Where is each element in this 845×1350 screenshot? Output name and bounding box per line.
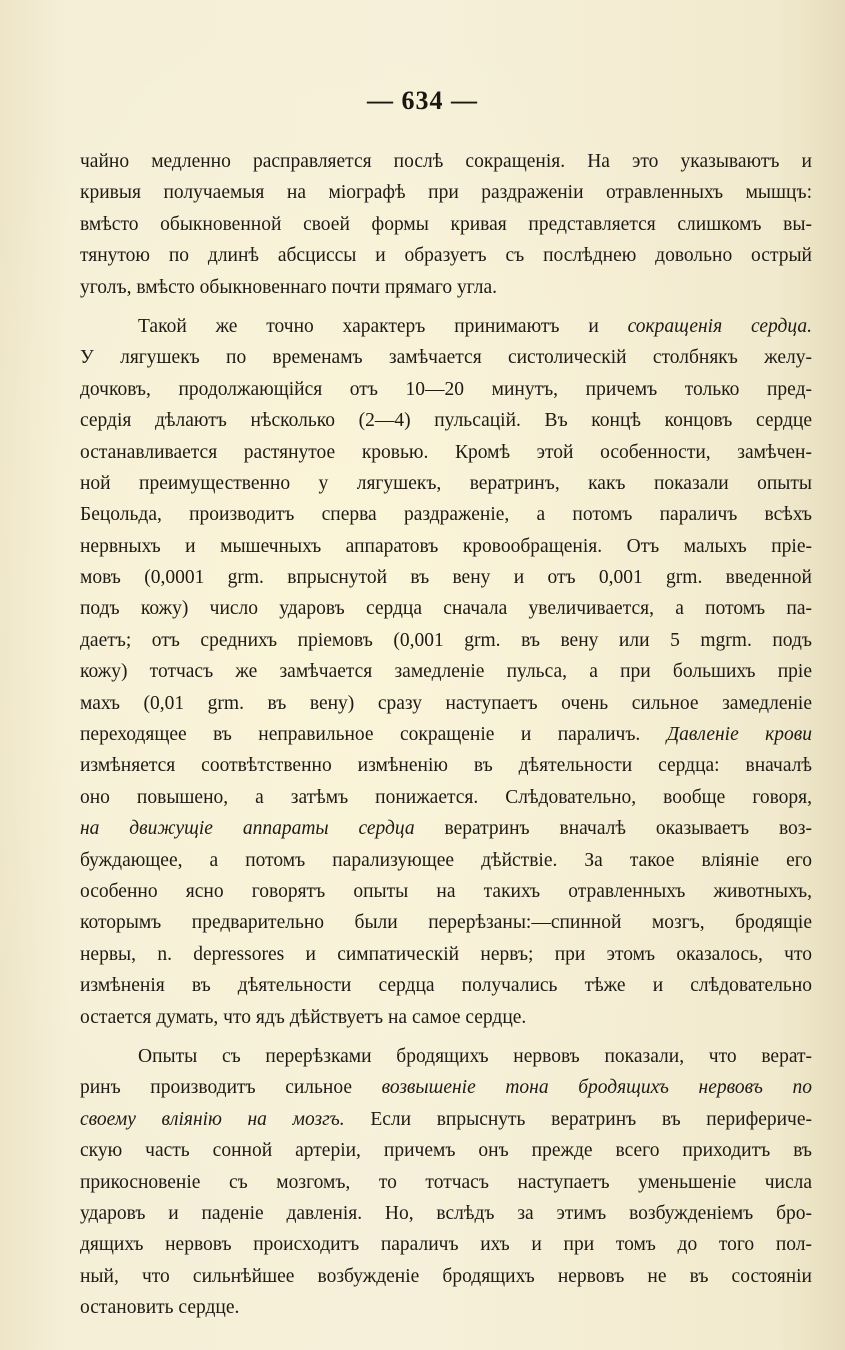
line-text: останавливается растянутое кровью. Кромѣ этой особенности, замѣчен- bbox=[80, 441, 812, 463]
text-line bbox=[80, 437, 812, 468]
line-text: Такой же точно характеръ принимаютъ и bbox=[138, 315, 628, 337]
line-text: уголъ, вмѣсто обыкновеннаго почти прямаго угла. bbox=[80, 276, 498, 298]
text-line bbox=[80, 562, 812, 593]
text-line bbox=[80, 499, 812, 530]
line-text: вератринъ вначалѣ оказываетъ воз- bbox=[414, 818, 812, 840]
line-text: ударовъ и паденіе давленія. Но, вслѣдъ за этимъ возбужденіемъ бро- bbox=[80, 1202, 812, 1224]
line-text: Опыты съ перерѣзками бродящихъ нервовъ показали, что верат- bbox=[138, 1045, 812, 1067]
line-text: ринъ производитъ сильное bbox=[80, 1077, 382, 1099]
italic-emphasis: своему вліянію на мозгъ. bbox=[80, 1108, 345, 1130]
line-text: У лягушекъ по временамъ замѣчается систолическій столбнякъ желу- bbox=[80, 347, 812, 369]
line-text: измѣненія въ дѣятельности сердца получались тѣже и слѣдовательно bbox=[80, 975, 812, 997]
line-text: особенно ясно говорятъ опыты на такихъ отравленныхъ животныхъ, bbox=[80, 880, 812, 902]
text-line bbox=[80, 374, 812, 405]
line-text: махъ (0,01 grm. въ вену) сразу наступаетъ очень сильное замедленіе bbox=[80, 692, 812, 714]
italic-emphasis: Давленіе крови bbox=[666, 724, 812, 746]
text-line bbox=[80, 146, 812, 177]
text-line bbox=[80, 1292, 812, 1323]
body-text bbox=[80, 146, 812, 1323]
line-text: нервныхъ и мышечныхъ аппаратовъ кровообращенія. Отъ малыхъ пріе- bbox=[80, 535, 812, 557]
line-text: остается думать, что ядъ дѣйствуетъ на самое сердце. bbox=[80, 1006, 527, 1028]
line-text: переходящее въ неправильное сокращеніе и параличъ. bbox=[80, 724, 667, 746]
text-line bbox=[80, 1041, 812, 1072]
text-line bbox=[80, 1135, 812, 1166]
line-text: дочковъ, продолжающійся отъ 10—20 минутъ, причемъ только пред- bbox=[80, 378, 812, 400]
line-text: кожу) тотчасъ же замѣчается замедленіе пульса, а при большихъ пріе bbox=[80, 661, 812, 683]
text-line bbox=[80, 272, 812, 303]
text-line bbox=[80, 876, 812, 907]
text-line bbox=[80, 468, 812, 499]
line-text: сердія дѣлаютъ нѣсколько (2—4) пульсацій. Въ концѣ концовъ сердце bbox=[80, 410, 812, 432]
text-line bbox=[80, 1198, 812, 1229]
paragraph-gap bbox=[80, 303, 812, 311]
line-text: скую часть сонной артеріи, причемъ онъ прежде всего приходитъ въ bbox=[80, 1140, 812, 1162]
text-line bbox=[80, 311, 812, 342]
text-line bbox=[80, 177, 812, 208]
text-line bbox=[80, 1072, 812, 1103]
text-line bbox=[80, 209, 812, 240]
line-text: кривыя получаемыя на міографѣ при раздраженіи отравленныхъ мышцъ: bbox=[80, 182, 812, 204]
line-text: Бецольда, производитъ сперва раздраженіе, а потомъ параличъ всѣхъ bbox=[80, 504, 812, 526]
line-text: остановить сердце. bbox=[80, 1297, 240, 1319]
line-text: оно повышено, а затѣмъ понижается. Слѣдовательно, вообще говоря, bbox=[80, 786, 812, 808]
text-line bbox=[80, 1229, 812, 1260]
text-line bbox=[80, 845, 812, 876]
line-text: прикосновеніе съ мозгомъ, то тотчасъ наступаетъ уменьшеніе числа bbox=[80, 1171, 812, 1193]
italic-emphasis: сокращенія сердца. bbox=[627, 315, 812, 337]
line-text: дящихъ нервовъ происходитъ параличъ ихъ и при томъ до того пол- bbox=[80, 1234, 812, 1256]
line-text: ный, что сильнѣйшее возбужденіе бродящихъ нервовъ не въ состояніи bbox=[80, 1265, 812, 1287]
line-text: буждающее, а потомъ парализующее дѣйствіе. За такое вліяніе его bbox=[80, 849, 812, 871]
text-line bbox=[80, 405, 812, 436]
line-text: мовъ (0,0001 grm. впрыснутой въ вену и отъ 0,001 grm. введенной bbox=[80, 567, 812, 589]
page-number: — 634 — bbox=[367, 86, 478, 115]
text-line bbox=[80, 1167, 812, 1198]
line-text: подъ кожу) число ударовъ сердца сначала увеличивается, а потомъ па- bbox=[80, 598, 812, 620]
text-line bbox=[80, 1104, 812, 1135]
line-text: нервы, n. depressores и симпатическій нервъ; при этомъ оказалось, что bbox=[80, 943, 812, 965]
text-line bbox=[80, 593, 812, 624]
text-line bbox=[80, 688, 812, 719]
text-line bbox=[80, 1002, 812, 1033]
text-line bbox=[80, 970, 812, 1001]
text-line bbox=[80, 531, 812, 562]
text-line bbox=[80, 782, 812, 813]
line-text: даетъ; отъ среднихъ пріемовъ (0,001 grm. въ вену или 5 mgrm. подъ bbox=[80, 629, 812, 651]
text-line bbox=[80, 342, 812, 373]
line-text: ной преимущественно у лягушекъ, вератринъ, какъ показали опыты bbox=[80, 472, 812, 494]
line-text: вмѣсто обыкновенной своей формы кривая представляется слишкомъ вы- bbox=[80, 213, 812, 235]
line-text: измѣняется соотвѣтственно измѣненію въ дѣятельности сердца: вначалѣ bbox=[80, 755, 812, 777]
text-line bbox=[80, 813, 812, 844]
line-text: которымъ предварительно были перерѣзаны:—спинной мозгъ, бродящіе bbox=[80, 912, 812, 934]
italic-emphasis: на движущіе аппараты сердца bbox=[80, 818, 415, 840]
line-text: тянутою по длинѣ абсциссы и образуетъ съ послѣднею довольно острый bbox=[80, 245, 812, 267]
line-text: Если впрыснуть вератринъ въ перифериче- bbox=[344, 1108, 812, 1130]
text-line bbox=[80, 907, 812, 938]
text-line bbox=[80, 656, 812, 687]
paragraph-gap bbox=[80, 1033, 812, 1041]
text-line bbox=[80, 625, 812, 656]
line-text: чайно медленно расправляется послѣ сокращенія. На это указываютъ и bbox=[80, 151, 812, 172]
text-line bbox=[80, 240, 812, 271]
text-line bbox=[80, 750, 812, 781]
italic-emphasis: возвышеніе тона бродящихъ нервовъ по bbox=[381, 1077, 812, 1099]
text-line bbox=[80, 719, 812, 750]
text-line bbox=[80, 939, 812, 970]
text-line bbox=[80, 1261, 812, 1292]
